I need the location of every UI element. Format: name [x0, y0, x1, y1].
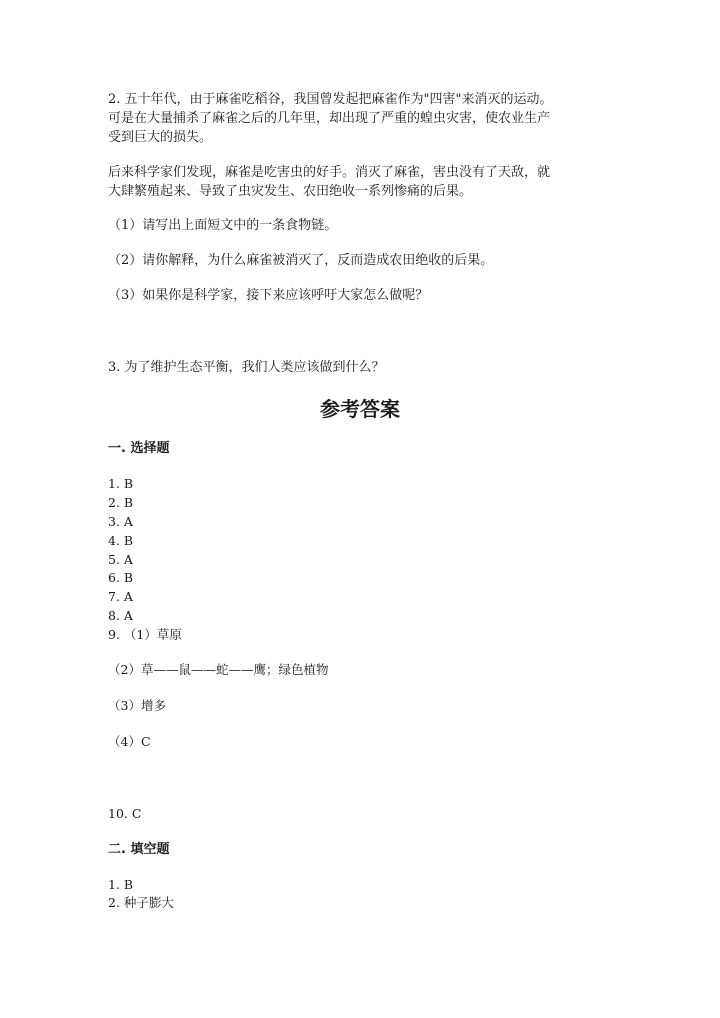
answer-item-9-part-2: （2）草——鼠——蛇——鹰；绿色植物	[108, 662, 329, 677]
answer-item-9-part-3: （3）增多	[108, 698, 166, 713]
section-heading-choice: 一. 选择题	[108, 441, 170, 456]
answer-item: 3. A	[108, 514, 133, 529]
q2-sub-question-2: （2）请你解释，为什么麻雀被消灭了，反而造成农田绝收的后果。	[108, 253, 494, 268]
q2-line-2: 可是在大量捕杀了麻雀之后的几年里，却出现了严重的蝗虫灾害，使农业生产	[108, 111, 551, 126]
answer-item-10: 10. C	[108, 806, 142, 821]
answer-item: 7. A	[108, 589, 133, 604]
answer-item: 2. B	[108, 495, 134, 510]
q2-para2-line-2: 大肆繁殖起来、导致了虫灾发生、农田绝收一系列惨痛的后果。	[108, 184, 473, 199]
q2-line-1: 2. 五十年代，由于麻雀吃稻谷，我国曾发起把麻雀作为"四害"来消灭的运动。	[108, 92, 553, 107]
answer-item: 2. 种子膨大	[108, 895, 174, 910]
q3-text: 3. 为了维护生态平衡，我们人类应该做到什么？	[108, 360, 385, 375]
answer-item-9-part-4: （4）C	[108, 734, 151, 749]
answers-title: 参考答案	[320, 397, 400, 421]
answer-item: 6. B	[108, 570, 134, 585]
answer-item: 8. A	[108, 608, 133, 623]
answer-item-9: 9. （1）草原	[108, 627, 182, 642]
answer-item: 1. B	[108, 877, 134, 892]
q2-sub-question-3: （3）如果你是科学家，接下来应该呼吁大家怎么做呢？	[108, 288, 429, 303]
answer-item: 1. B	[108, 476, 134, 491]
section-heading-fill: 二. 填空题	[108, 842, 170, 857]
q2-sub-question-1: （1）请写出上面短文中的一条食物链。	[108, 218, 338, 233]
answer-item: 5. A	[108, 552, 133, 567]
q2-line-3: 受到巨大的损失。	[108, 130, 213, 145]
q2-para2-line-1: 后来科学家们发现，麻雀是吃害虫的好手。消灭了麻雀，害虫没有了天敌，就	[108, 165, 551, 180]
answer-item: 4. B	[108, 533, 134, 548]
